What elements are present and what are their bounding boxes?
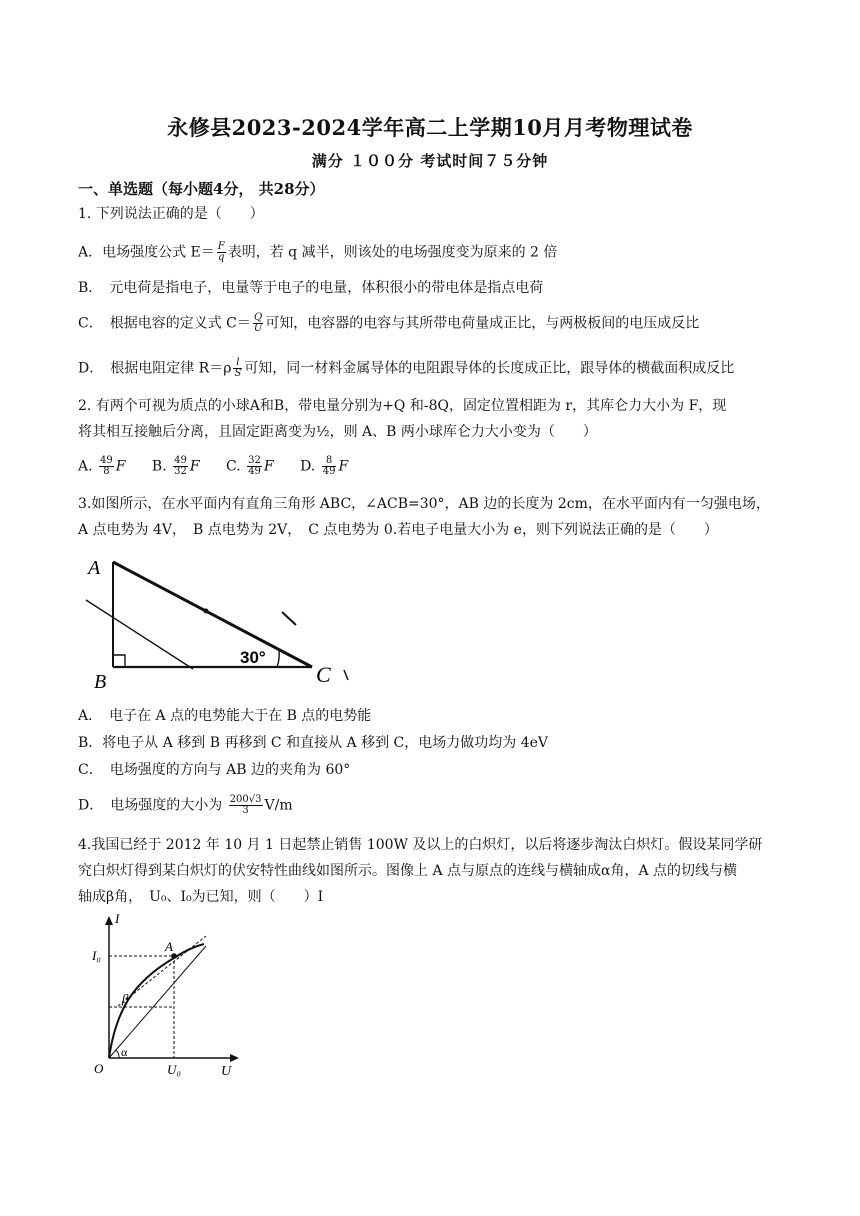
axis-i-label: I [115, 911, 120, 926]
q3-option-c: C． 电场强度的方向与 AB 边的夹角为 60° [78, 762, 351, 778]
q1-a-text-post: 表明，若 q 减半，则该处的电场强度变为原来的 2 倍 [227, 244, 558, 261]
q2-d-unit: F [338, 458, 349, 475]
origin-label: O [94, 1061, 104, 1076]
axis-u-label: U [221, 1064, 232, 1079]
i0-label: I₀ [92, 948, 101, 963]
alpha-arc [116, 1050, 119, 1058]
q3-triangle-figure [80, 552, 370, 697]
q1-d-fraction [233, 358, 242, 379]
q2-a-unit: F [115, 458, 126, 475]
q3-d-text: D． 电场强度的大小为 [78, 797, 223, 814]
q1-a-numerator: F [217, 241, 225, 252]
q1-option-b: B． 元电荷是指电子，电量等于电子的电量，体积很小的带电体是指点电荷 [78, 280, 544, 296]
q1-d-numerator: l [233, 358, 242, 369]
q2-option-a [78, 456, 125, 477]
q2-options [78, 456, 370, 477]
field-line-diagonal [86, 600, 193, 669]
q1-stem: 1. 下列说法正确的是（ ） [78, 206, 264, 222]
exam-info: 满分 １００分 考试时间７５分钟 [311, 152, 549, 170]
q1-option-c [78, 313, 699, 334]
q4-stem-line-2: 究白炽灯得到某白炽灯的伏安特性曲线如图所示。图像上 A 点与原点的连线与横轴成α角，A 点的切线与横 [78, 863, 738, 879]
q2-b-unit: F [189, 458, 200, 475]
q2-stem-line-2: 将其相互接触后分离，且固定距离变为½，则 A、B 两小球库仑力大小变为（ ） [78, 424, 597, 440]
q4-iv-curve-figure [88, 910, 248, 1080]
angle-30-label: 30° [240, 648, 266, 667]
beta-label: β [122, 991, 129, 1006]
q2-c-fraction [247, 456, 262, 477]
q3-option-a: A． 电子在 A 点的电势能大于在 B 点的电势能 [78, 708, 372, 724]
y-axis-arrow [105, 916, 113, 925]
q1-a-fraction [217, 242, 226, 263]
q1-d-text-post: 可知，同一材料金属导体的电阻跟导体的长度成正比，跟导体的横截面积成反比 [244, 360, 735, 377]
x-axis-arrow [230, 1054, 239, 1062]
q3-d-numerator: 200√3 [229, 794, 262, 805]
q3-option-d [78, 795, 293, 816]
q2-d-numerator: 8 [322, 456, 337, 467]
q1-a-text: A．电场强度公式 E＝ [78, 244, 215, 261]
q2-a-denominator: 8 [103, 466, 110, 477]
q2-a-label: A. [78, 458, 93, 475]
q2-option-d [300, 456, 348, 477]
angle-arc-c [277, 651, 279, 667]
q2-d-fraction [322, 456, 337, 477]
q1-c-text: C． 根据电容的定义式 C＝ [78, 315, 251, 332]
q1-c-denominator: U [253, 323, 263, 334]
q4-stem-line-3: 轴成β角， U₀、I₀为已知，则（ ）I [78, 889, 324, 905]
vertex-b-label: B [94, 671, 107, 693]
tick-mark-2 [344, 670, 348, 680]
q2-b-label: B. [151, 458, 167, 475]
q2-c-unit: F [263, 458, 274, 475]
vertex-a-label: A [88, 557, 101, 579]
q3-d-denominator: 3 [242, 805, 249, 816]
q2-a-fraction [99, 456, 114, 477]
alpha-label: α [121, 1045, 128, 1059]
q1-d-denominator: S [234, 368, 242, 379]
q2-a-numerator: 49 [100, 455, 113, 466]
q2-option-b [152, 456, 200, 477]
q1-c-numerator: Q [253, 312, 263, 323]
q2-c-numerator: 32 [248, 455, 261, 466]
q2-d-label: D. [300, 458, 316, 475]
tick-mark [282, 612, 296, 625]
q2-b-numerator: 49 [174, 455, 187, 466]
q1-a-denominator: q [218, 252, 225, 263]
page-title: 永修县2023-2024学年高二上学期10月月考物理试卷 [167, 115, 693, 140]
q2-c-denominator: 49 [248, 466, 261, 477]
q3-stem-line-2: A 点电势为 4V， B 点电势为 2V， C 点电势为 0.若电子电量大小为 e，则下列说法正确的是（ ） [78, 522, 718, 538]
triangle-side-ac [113, 562, 312, 667]
q1-option-a [78, 242, 557, 263]
q2-b-denominator: 32 [174, 466, 187, 477]
section-heading: 一、单选题（每小题4分， 共28分） [78, 180, 325, 198]
q1-d-text: D． 根据电阻定律 R＝ρ [78, 360, 232, 377]
q2-option-c [226, 456, 274, 477]
q2-b-fraction [173, 456, 188, 477]
q3-d-fraction [229, 795, 263, 816]
q3-stem-line-1: 3.如图所示，在水平面内有直角三角形 ABC，∠ACB=30°，AB 边的长度为 2cm，在水平面内有一匀强电场， [78, 496, 770, 512]
point-a [171, 953, 177, 959]
u0-label: U₀ [167, 1062, 181, 1077]
point-a-label: A [165, 939, 173, 954]
midpoint-dot [204, 609, 209, 614]
vertex-c-label: C [316, 662, 331, 687]
right-angle-mark [113, 655, 125, 667]
q2-stem-line-1: 2. 有两个可视为质点的小球A和B，带电量分别为+Q 和-8Q，固定位置相距为 r，其库仑力大小为 F，现 [78, 398, 727, 414]
q2-c-label: C. [226, 458, 241, 475]
tangent-at-a [118, 936, 206, 1006]
q1-option-d [78, 358, 734, 379]
q1-c-text-post: 可知，电容器的电容与其所带电荷量成正比，与两极板间的电压成反比 [265, 315, 700, 332]
q2-d-denominator: 49 [322, 466, 336, 477]
q3-d-unit: V/m [264, 797, 293, 814]
q1-c-fraction [253, 313, 263, 334]
q3-option-b: B．将电子从 A 移到 B 再移到 C 和直接从 A 移到 C，电场力做功均为 4eV [78, 735, 549, 751]
q4-stem-line-1: 4.我国已经于 2012 年 10 月 1 日起禁止销售 100W 及以上的白炽灯，以后将逐步淘汰白炽灯。假设某同学研 [78, 837, 763, 853]
